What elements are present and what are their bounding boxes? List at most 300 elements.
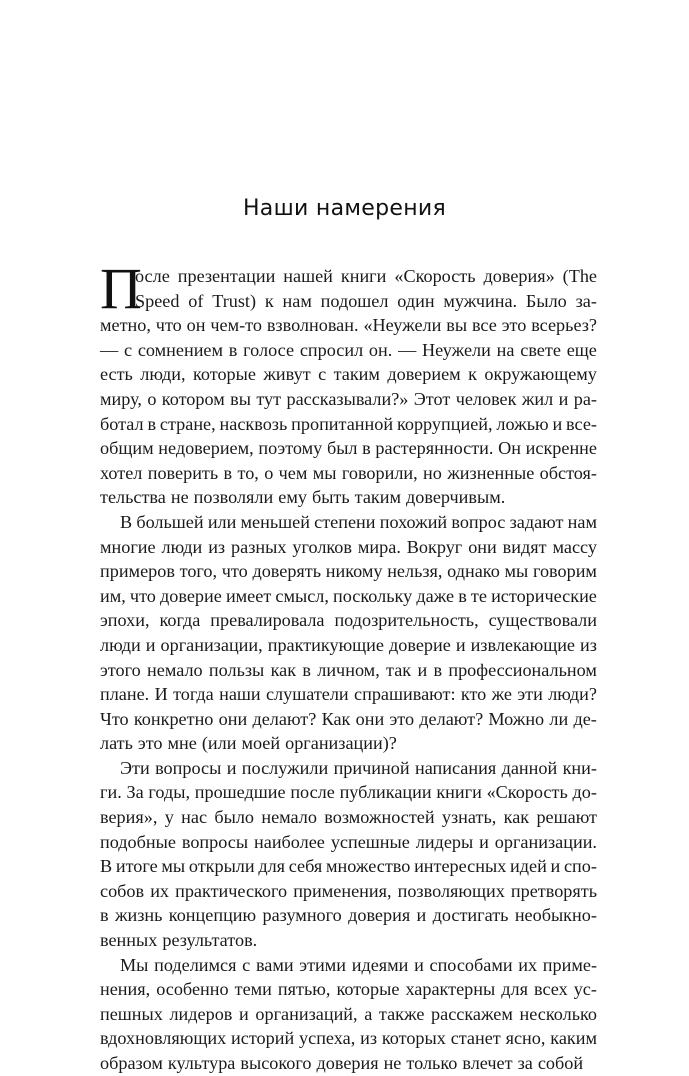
word: делают? [252, 708, 317, 729]
word: идеями [351, 954, 409, 975]
word: организации. [494, 831, 597, 852]
word: историй [231, 1028, 295, 1049]
word: позволяли [193, 487, 274, 508]
word: Было [525, 290, 567, 311]
word: ясно, [505, 1028, 546, 1049]
word: которые [192, 364, 256, 385]
word: общим [100, 438, 154, 459]
word: у [164, 807, 174, 828]
word: и [239, 1003, 249, 1024]
text-line [100, 1002, 597, 1027]
word: свете [520, 339, 561, 360]
word: поэтому [258, 438, 323, 459]
word: В [120, 511, 133, 532]
word: организации, [160, 634, 263, 655]
word: как [270, 659, 297, 680]
word: говорим [532, 561, 597, 582]
text-line [100, 658, 597, 683]
word: тут [256, 388, 282, 409]
word: нас [181, 807, 208, 828]
word: живут [263, 364, 311, 385]
text-line [100, 903, 597, 928]
text-line [100, 731, 597, 756]
word: теми [234, 979, 272, 1000]
word: этого [100, 659, 141, 680]
word: им, [100, 585, 126, 606]
word: вдохновляющих [100, 1028, 227, 1049]
word: или [207, 511, 237, 532]
word: вы [230, 388, 251, 409]
word: мужчина. [443, 290, 518, 311]
word: узнать, [441, 807, 497, 828]
text-line [100, 633, 597, 658]
word: о [264, 462, 274, 483]
word: способами [429, 954, 513, 975]
word: существовали [488, 610, 597, 631]
word: ра- [573, 388, 597, 409]
word: растерянности. [375, 438, 494, 459]
word: особенно [156, 979, 229, 1000]
word: И [154, 684, 168, 705]
word: после [290, 782, 335, 803]
word: мы [504, 561, 529, 582]
word: Неужели [422, 339, 491, 360]
word: претворять [510, 880, 597, 901]
word: люди [161, 536, 203, 557]
word: мы [312, 462, 337, 483]
word: извлекающие [470, 634, 576, 655]
word: но [423, 462, 442, 483]
word: насквозь [219, 413, 288, 434]
word: практического [175, 880, 288, 901]
word: задают [509, 511, 564, 532]
word: жил [521, 388, 554, 409]
word: кто [460, 684, 487, 705]
word: влечет [462, 1053, 513, 1073]
text-line [100, 953, 597, 978]
body-text [100, 256, 597, 1076]
word: их [518, 954, 538, 975]
text-line [100, 830, 597, 855]
word: конкретно [133, 708, 214, 729]
word: «Скорость [486, 782, 568, 803]
drop-cap: П [100, 256, 142, 321]
word: и [414, 954, 424, 975]
word: культура [167, 1053, 236, 1073]
word: быть [311, 487, 350, 508]
word: в [362, 438, 371, 459]
text-line [100, 535, 597, 560]
word: моей [241, 733, 281, 754]
word: результатов. [162, 930, 258, 951]
word: вами [255, 954, 294, 975]
word: всех [533, 979, 568, 1000]
word: высокого [240, 1053, 312, 1073]
word: недоверием, [158, 438, 254, 459]
paragraph [100, 256, 597, 510]
word: видят [502, 536, 547, 557]
text-line [100, 707, 597, 732]
word: миру, [100, 388, 142, 409]
text-line [100, 854, 597, 879]
word: Мы [120, 954, 149, 975]
word: причиной [333, 757, 410, 778]
word: личном, [317, 659, 380, 680]
word: спо- [563, 856, 597, 877]
word: смысл, [275, 585, 329, 606]
word: спросил [299, 339, 364, 360]
word: идей [510, 856, 547, 877]
word: ему [278, 487, 307, 508]
text-line [100, 313, 597, 338]
word: за- [575, 290, 597, 311]
word: то, [237, 462, 259, 483]
word: это [501, 315, 527, 336]
word: осле [135, 266, 170, 286]
word: делают? [419, 708, 484, 729]
word: примеров [100, 561, 175, 582]
word: доверия» [483, 266, 555, 286]
word: данной [501, 757, 558, 778]
word: приме- [542, 954, 597, 975]
word: превалировала [210, 610, 325, 631]
word: итоге [115, 856, 158, 877]
word: хотел [100, 462, 143, 483]
word: таким [333, 364, 380, 385]
word: чем-то [210, 315, 262, 336]
word: они [355, 708, 385, 729]
word: мира. [357, 536, 401, 557]
word: мы [161, 856, 186, 877]
word: это [389, 708, 415, 729]
word: де- [573, 708, 597, 729]
word: — [100, 339, 119, 360]
word: венных [100, 930, 158, 951]
word: вопрос [451, 511, 506, 532]
word: ус- [573, 979, 597, 1000]
word: написания [414, 757, 497, 778]
text-line [100, 289, 597, 314]
word: наиболее [254, 831, 325, 852]
word: решают [536, 807, 597, 828]
word: в [302, 659, 311, 680]
word: жизнь [114, 905, 163, 926]
word: доверием [387, 364, 461, 385]
word: же [491, 684, 512, 705]
word: концепцию [168, 905, 257, 926]
text-line [100, 436, 597, 461]
word: послужили [241, 757, 329, 778]
word: «Скорость [394, 266, 476, 286]
word: Можно [488, 708, 545, 729]
word: несколько [519, 1003, 597, 1024]
word: к [468, 364, 477, 385]
text-line [100, 584, 597, 609]
word: ботал [100, 413, 144, 434]
word: лать [100, 733, 133, 754]
word: те [470, 585, 487, 606]
text-line [100, 362, 597, 387]
word: и [455, 634, 466, 655]
word: вы [446, 315, 468, 336]
word: в [147, 413, 157, 434]
word: подозрительность, [334, 610, 479, 631]
paragraph [100, 756, 597, 953]
word: сомнением [137, 339, 224, 360]
word: необыкно- [514, 905, 597, 926]
word: ли [549, 708, 569, 729]
word: был [326, 438, 358, 459]
word: эпохи, [100, 610, 150, 631]
word: станет [450, 1028, 501, 1049]
word: За [126, 782, 144, 803]
text-line [100, 1051, 597, 1076]
word: имеет [225, 585, 272, 606]
word: плане. [100, 684, 150, 705]
word: организаций, [255, 1003, 358, 1024]
word: искренне [525, 438, 597, 459]
text-line [100, 756, 597, 781]
word: лидеры [415, 831, 474, 852]
text-line [100, 387, 597, 412]
word: это [137, 733, 163, 754]
word: все [471, 315, 497, 336]
word: пятью, [277, 979, 331, 1000]
word: кни- [562, 757, 597, 778]
word: подошел [320, 290, 389, 311]
word: есть [100, 364, 133, 385]
word: пропитанной [291, 413, 394, 434]
word: книги [340, 266, 387, 286]
word: немало [261, 807, 317, 828]
word: пользы [208, 659, 265, 680]
word: нельзя, [387, 561, 443, 582]
word: и [558, 388, 569, 409]
word: Speed [135, 290, 180, 311]
word: собов [100, 880, 145, 901]
word: из [208, 536, 226, 557]
word: вопросы [181, 831, 249, 852]
word: «Неужели [363, 315, 442, 336]
word: котором [161, 388, 225, 409]
word: эти [517, 684, 543, 705]
word: разных [231, 536, 287, 557]
word: за [517, 1053, 533, 1073]
word: (The [562, 266, 597, 286]
word: всерьез? [531, 315, 597, 336]
word: себя [288, 856, 323, 877]
word: человек [455, 388, 517, 409]
text-line [100, 510, 597, 535]
word: тогда [173, 684, 214, 705]
word: люди? [548, 684, 597, 705]
word: доверчивым. [405, 487, 506, 508]
word: о [147, 388, 157, 409]
word: взволнован. [266, 315, 359, 336]
word: и [416, 905, 427, 926]
word: немало [147, 659, 203, 680]
word: из [360, 1028, 378, 1049]
word: что [221, 561, 248, 582]
word: все- [566, 413, 597, 434]
word: он. [368, 339, 393, 360]
word: еще [566, 339, 597, 360]
word: жизненные [447, 462, 535, 483]
word: спрашивают: [354, 684, 456, 705]
word: люди [100, 634, 141, 655]
word: похожий [379, 511, 448, 532]
text-line [100, 780, 597, 805]
word: их [150, 880, 170, 901]
word: из [580, 634, 597, 655]
word: доверие [160, 585, 222, 606]
word: (или [201, 733, 237, 754]
word: — [398, 339, 417, 360]
word: только [406, 1053, 458, 1073]
word: доверия [316, 1053, 379, 1073]
word: достигать [432, 905, 509, 926]
word: интересных [414, 856, 507, 877]
word: публикации [339, 782, 432, 803]
word: поделимся [154, 954, 237, 975]
text-line [100, 682, 597, 707]
word: не [383, 1053, 402, 1073]
word: они [218, 708, 248, 729]
word: коррупцией, [396, 413, 493, 434]
word: доверять [252, 561, 322, 582]
word: что [155, 315, 182, 336]
word: с [123, 339, 133, 360]
word: образом [100, 1053, 163, 1073]
word: окружающему [484, 364, 597, 385]
word: большей [136, 511, 204, 532]
word: для [501, 979, 528, 1000]
chapter-title: Наши намерения [242, 196, 447, 221]
word: позволяющих [397, 880, 505, 901]
text-line [100, 1026, 597, 1051]
word: и [226, 757, 237, 778]
word: Эти [120, 757, 150, 778]
word: Этот [413, 388, 451, 409]
word: для [258, 856, 286, 877]
word: тельства [100, 487, 166, 508]
word: рассказывали?» [286, 388, 409, 409]
word: собой [537, 1053, 584, 1073]
text-line [100, 879, 597, 904]
word: успешные [330, 831, 410, 852]
paragraph [100, 510, 597, 756]
word: открыли [188, 856, 255, 877]
word: наши [219, 684, 261, 705]
word: обстоя- [539, 462, 597, 483]
word: в [223, 462, 233, 483]
word: мне [167, 733, 197, 754]
word: он [186, 315, 206, 336]
word: в [458, 585, 467, 606]
word: организации)? [285, 733, 397, 754]
word: степени [314, 511, 376, 532]
word: массу [552, 536, 597, 557]
word: книги [436, 782, 482, 803]
word: годы, [148, 782, 191, 803]
word: таким [354, 487, 401, 508]
word: люди, [140, 364, 186, 385]
word: профессиональном [448, 659, 597, 680]
word: метно, [100, 315, 151, 336]
word: поскольку [333, 585, 413, 606]
word: что [129, 585, 156, 606]
text-line [100, 928, 597, 953]
word: презентации [177, 266, 276, 286]
word: также [378, 1003, 425, 1024]
word: вопросы [155, 757, 222, 778]
word: к [264, 290, 274, 311]
text-line [100, 559, 597, 584]
word: Trust) [212, 290, 257, 311]
word: of [188, 290, 204, 311]
word: и [145, 634, 156, 655]
word: поверить [147, 462, 219, 483]
word: прошедшие [194, 782, 286, 803]
text-line [100, 485, 597, 510]
word: применения, [293, 880, 392, 901]
word: а [364, 1003, 373, 1024]
word: когда [159, 610, 201, 631]
word: в [100, 905, 109, 926]
word: Как [321, 708, 351, 729]
text-line [100, 264, 597, 289]
word: нения, [100, 979, 151, 1000]
word: никому [325, 561, 383, 582]
word: и [417, 659, 428, 680]
text-line [100, 412, 597, 437]
word: пешных [100, 1003, 163, 1024]
word: этими [299, 954, 347, 975]
word: на [496, 339, 515, 360]
word: которые [336, 979, 400, 1000]
word: слушатели [265, 684, 349, 705]
word: говорили, [341, 462, 418, 483]
word: лидеров [169, 1003, 233, 1024]
word: многие [100, 536, 156, 557]
word: чем [278, 462, 308, 483]
text-line [100, 338, 597, 363]
word: разумного [262, 905, 342, 926]
word: ги. [100, 782, 122, 803]
word: доверие [388, 634, 451, 655]
word: как [503, 807, 530, 828]
word: один [397, 290, 435, 311]
word: они [468, 536, 497, 557]
word: которых [381, 1028, 446, 1049]
paragraph [100, 953, 597, 1076]
word: того, [179, 561, 218, 582]
word: возможностей [324, 807, 435, 828]
word: Он [498, 438, 521, 459]
word: голосе [243, 339, 295, 360]
word: характерны [405, 979, 496, 1000]
word: с [242, 954, 251, 975]
word: исторические [491, 585, 597, 606]
word: каким [550, 1028, 597, 1049]
word: доверия [348, 905, 411, 926]
word: в [228, 339, 238, 360]
word: в [433, 659, 443, 680]
word: практикующие [267, 634, 384, 655]
word: нам [282, 290, 312, 311]
word: с [318, 364, 327, 385]
word: даже [416, 585, 455, 606]
